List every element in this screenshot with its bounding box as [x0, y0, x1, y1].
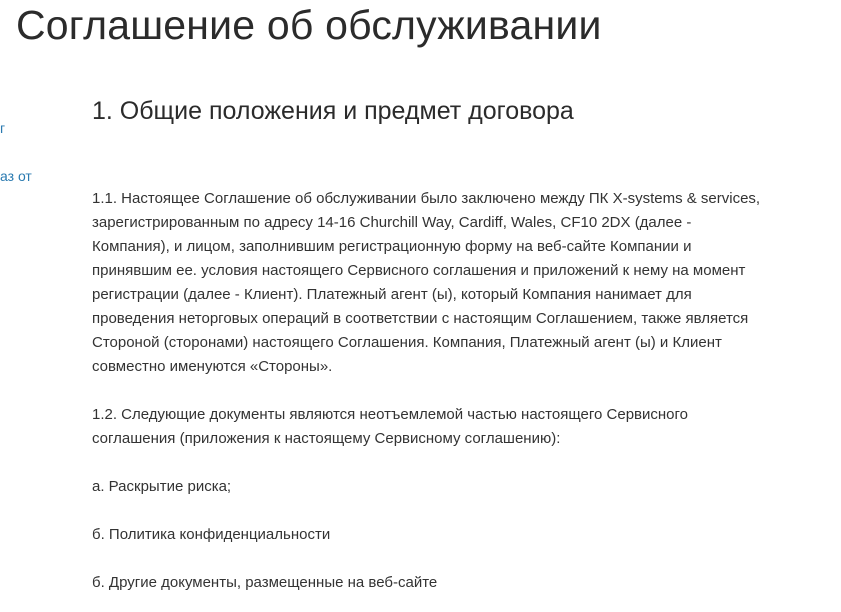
paragraph-line: совместно именуются «Стороны».	[92, 358, 333, 375]
list-item-a	[92, 475, 832, 499]
sidebar-link-2[interactable]: аз от	[0, 168, 32, 184]
paragraph-line: принявшим ее. условия настоящего Сервисного соглашения и приложений к нему на момент	[92, 262, 746, 279]
paragraph-1-2	[92, 403, 832, 451]
paragraph-1-1	[92, 187, 832, 379]
list-item-text: б. Другие документы, размещенные на веб-сайте	[92, 574, 438, 591]
paragraph-line: проведения неторговых операций в соответствии с настоящим Соглашением, также является	[92, 310, 749, 327]
paragraph-line: соглашения (приложения к настоящему Сервисному соглашению):	[92, 430, 561, 447]
paragraph-spacer	[92, 547, 832, 571]
paragraph-line: Компания), и лицом, заполнившим регистрационную форму на веб-сайте Компании и	[92, 238, 692, 255]
paragraph-spacer	[92, 451, 832, 475]
section-heading: 1. Общие положения и предмет договора	[92, 97, 574, 125]
paragraph-line: Стороной (сторонами) настоящего Соглашения. Компания, Платежный агент (ы) и Клиент	[92, 334, 722, 351]
paragraph-line: регистрации (далее - Клиент). Платежный агент (ы), который Компания нанимает для	[92, 286, 692, 303]
agreement-content	[92, 187, 832, 595]
list-item-b	[92, 523, 832, 547]
paragraph-spacer	[92, 499, 832, 523]
list-item-text: б. Политика конфиденциальности	[92, 526, 331, 543]
sidebar-link-1[interactable]: г	[0, 120, 6, 136]
paragraph-spacer	[92, 379, 832, 403]
paragraph-line: 1.2. Следующие документы являются неотъемлемой частью настоящего Сервисного	[92, 406, 688, 423]
page-title: Соглашение об обслуживании	[16, 2, 602, 48]
paragraph-line: зарегистрированным по адресу 14-16 Churchill Way, Cardiff, Wales, CF10 2DX (далее -	[92, 214, 692, 231]
list-item-c	[92, 571, 832, 595]
paragraph-line: 1.1. Настоящее Соглашение об обслуживании было заключено между ПК X-systems & services,	[92, 190, 761, 207]
list-item-text: а. Раскрытие риска;	[92, 478, 232, 495]
